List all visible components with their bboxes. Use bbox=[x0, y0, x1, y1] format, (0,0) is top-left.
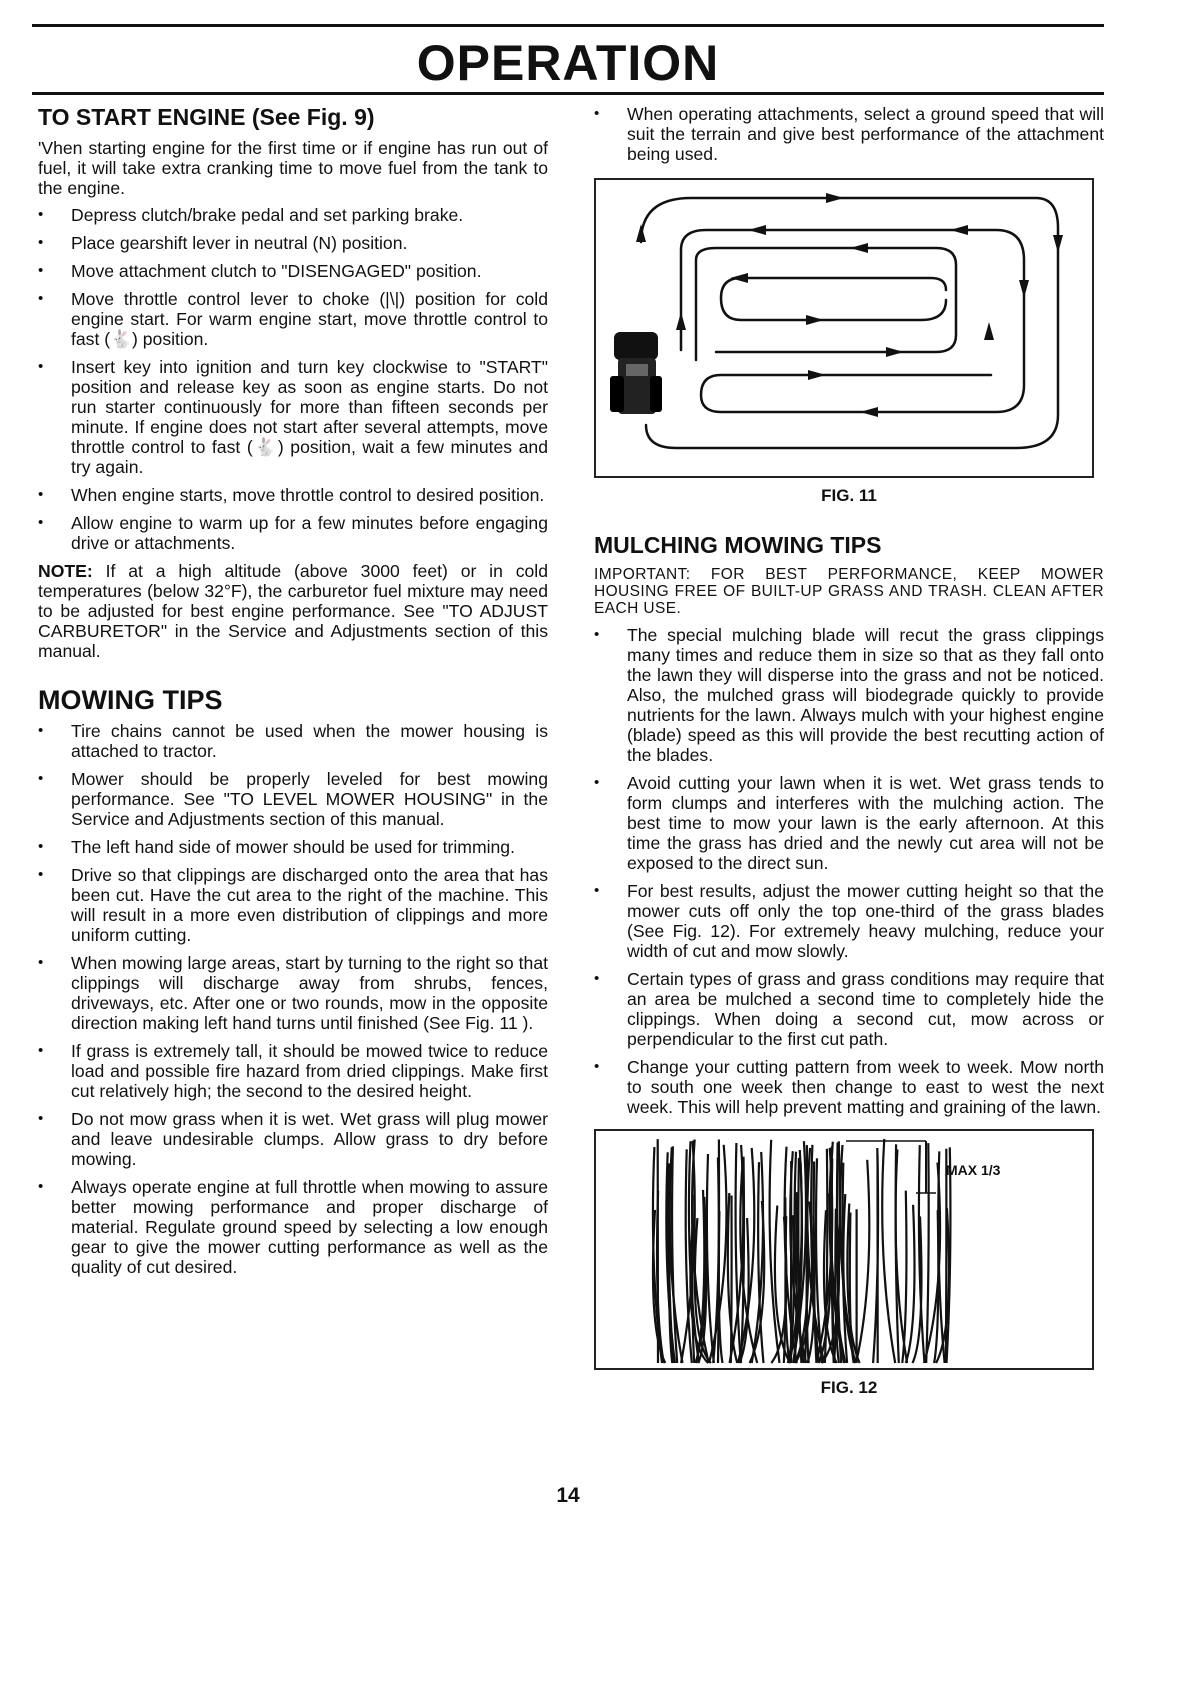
mulching-heading: MULCHING MOWING TIPS bbox=[594, 532, 882, 558]
mowing-pattern-diagram bbox=[596, 180, 1092, 476]
list-item: • Certain types of grass and grass conditions may require that an area be mulched a second time to completely hide the clippings. When doing a second cut, mow across or perpendicular to the first cut path. bbox=[594, 969, 1104, 1049]
third-path bbox=[696, 248, 956, 360]
list-item: • Place gearshift lever in neutral (N) position. bbox=[38, 233, 548, 253]
page-number: 14 bbox=[556, 1484, 580, 1507]
note-label: NOTE: bbox=[38, 561, 93, 581]
grass-blade bbox=[856, 1160, 869, 1363]
list-item: • Tire chains cannot be used when the mower housing is attached to tractor. bbox=[38, 721, 548, 761]
list-item: • If grass is extremely tall, it should be mowed twice to reduce load and possible fire hazard from dried clippings. Make first cut relatively high; the second to the desired height. bbox=[38, 1041, 548, 1101]
mowing-tips-list bbox=[38, 721, 548, 1277]
list-item: • Drive so that clippings are discharged onto the area that has been cut. Have the cut area to the right of the machine. This will result in a more even distribution of clippings and more uniform cutting. bbox=[38, 865, 548, 945]
grass-blade bbox=[934, 1210, 938, 1363]
list-item: • When mowing large areas, start by turning to the right so that clippings will discharge away from shrubs, fences, driveways, etc. After one or two rounds, mow in the opposite direction making left hand turns until finished (See Fig. 11 ). bbox=[38, 953, 548, 1033]
left-column bbox=[38, 104, 548, 1285]
direction-arrows bbox=[636, 193, 1063, 417]
max-cut-label: MAX 1/3 bbox=[946, 1162, 1001, 1178]
grass-blades bbox=[653, 1139, 950, 1363]
grass-blade bbox=[707, 1154, 714, 1363]
list-item: • Insert key into ignition and turn key clockwise to "START" position and release key as soon as engine starts. Do not run starter continuously for more than fifteen seconds per minute. If engine does not start after several attempts, move throttle control to fast (🐇) position, wait a few minutes and try again. bbox=[38, 357, 548, 477]
list-item: • Move throttle control lever to choke (|\|) position for cold engine start. For warm engine start, move throttle control to fast (🐇) position. bbox=[38, 289, 548, 349]
start-engine-intro: 'Vhen starting engine for the first time or if engine has run out of fuel, it will take extra cranking time to move fuel from the tank to the engine. bbox=[38, 138, 548, 198]
list-item: • Mower should be properly leveled for best mowing performance. See "TO LEVEL MOWER HOUSING" in the Service and Adjustments section of this manual. bbox=[38, 769, 548, 829]
start-engine-heading: TO START ENGINE (See Fig. 9) bbox=[38, 104, 375, 130]
list-item: • Always operate engine at full throttle when mowing to assure better mowing performance and proper discharge of material. Regulate ground speed by selecting a low enough gear to give the mower cutting performance as well as the quality of cut desired. bbox=[38, 1177, 548, 1277]
grass-blade bbox=[731, 1196, 732, 1364]
attachments-list bbox=[594, 104, 1104, 164]
right-column bbox=[594, 104, 1104, 1398]
inner-path bbox=[721, 278, 946, 320]
list-item: • When engine starts, move throttle control to desired position. bbox=[38, 485, 548, 505]
note-text: If at a high altitude (above 3000 feet) or in cold temperatures (below 32°F), the carburetor fuel mixture may need to be adjusted for best engine performance. See "TO ADJUST CARBURETOR" in the Service and Adjustments section of this manual. bbox=[38, 561, 548, 661]
start-engine-steps bbox=[38, 205, 548, 553]
grass-height-figure bbox=[594, 1129, 1094, 1370]
list-item: • Move attachment clutch to "DISENGAGED" position. bbox=[38, 261, 548, 281]
list-item: • Depress clutch/brake pedal and set parking brake. bbox=[38, 205, 548, 225]
list-item: • The left hand side of mower should be used for trimming. bbox=[38, 837, 548, 857]
list-item: • For best results, adjust the mower cutting height so that the mower cuts off only the top one-third of the grass blades (See Fig. 12). For extremely heavy mulching, reduce your width of cut and mow slowly. bbox=[594, 881, 1104, 961]
grass-blade bbox=[882, 1139, 895, 1363]
list-item: • Do not mow grass when it is wet. Wet grass will plug mower and leave undesirable clumps. Allow grass to dry before mowing. bbox=[38, 1109, 548, 1169]
top-rule bbox=[32, 24, 1104, 27]
mulching-tips-list bbox=[594, 625, 1104, 1117]
outer-path bbox=[641, 198, 1058, 448]
mowing-tips-heading: MOWING TIPS bbox=[38, 685, 223, 715]
altitude-note bbox=[38, 561, 548, 661]
tractor-icon bbox=[610, 332, 662, 414]
list-item: • Allow engine to warm up for a few minutes before engaging drive or attachments. bbox=[38, 513, 548, 553]
fig12-caption: FIG. 12 bbox=[820, 1378, 878, 1397]
list-item: • Change your cutting pattern from week to week. Mow north to south one week then change to east to west the next week. This will help prevent matting and graining of the lawn. bbox=[594, 1057, 1104, 1117]
mowing-pattern-figure bbox=[594, 178, 1094, 478]
list-item: • The special mulching blade will recut the grass clippings many times and reduce them in size so that as they fall onto the lawn they will disperse into the grass and not be noticed. Also, the mulched grass will biodegrade quickly to provide nutrients for the lawn. Always mulch with your highest engine (blade) speed as this will provide the best recutting action of the blades. bbox=[594, 625, 1104, 765]
grass-height-illustration bbox=[596, 1131, 1092, 1368]
mulching-important-note: IMPORTANT: FOR BEST PERFORMANCE, KEEP MOWER HOUSING FREE OF BUILT-UP GRASS AND TRASH. CLEAN AFTER EACH USE. bbox=[594, 566, 1104, 617]
fig11-caption: FIG. 11 bbox=[821, 486, 877, 505]
title-rule bbox=[32, 92, 1104, 95]
list-item: • When operating attachments, select a ground speed that will suit the terrain and give best performance of the attachment being used. bbox=[594, 104, 1104, 164]
page-title: OPERATION bbox=[416, 35, 720, 91]
list-item: • Avoid cutting your lawn when it is wet. Wet grass tends to form clumps and interferes with the mulching action. The best time to mow your lawn is the early afternoon. At this time the grass has dried and the newly cut area will not be exposed to the direct sun. bbox=[594, 773, 1104, 873]
grass-blade bbox=[946, 1149, 947, 1363]
